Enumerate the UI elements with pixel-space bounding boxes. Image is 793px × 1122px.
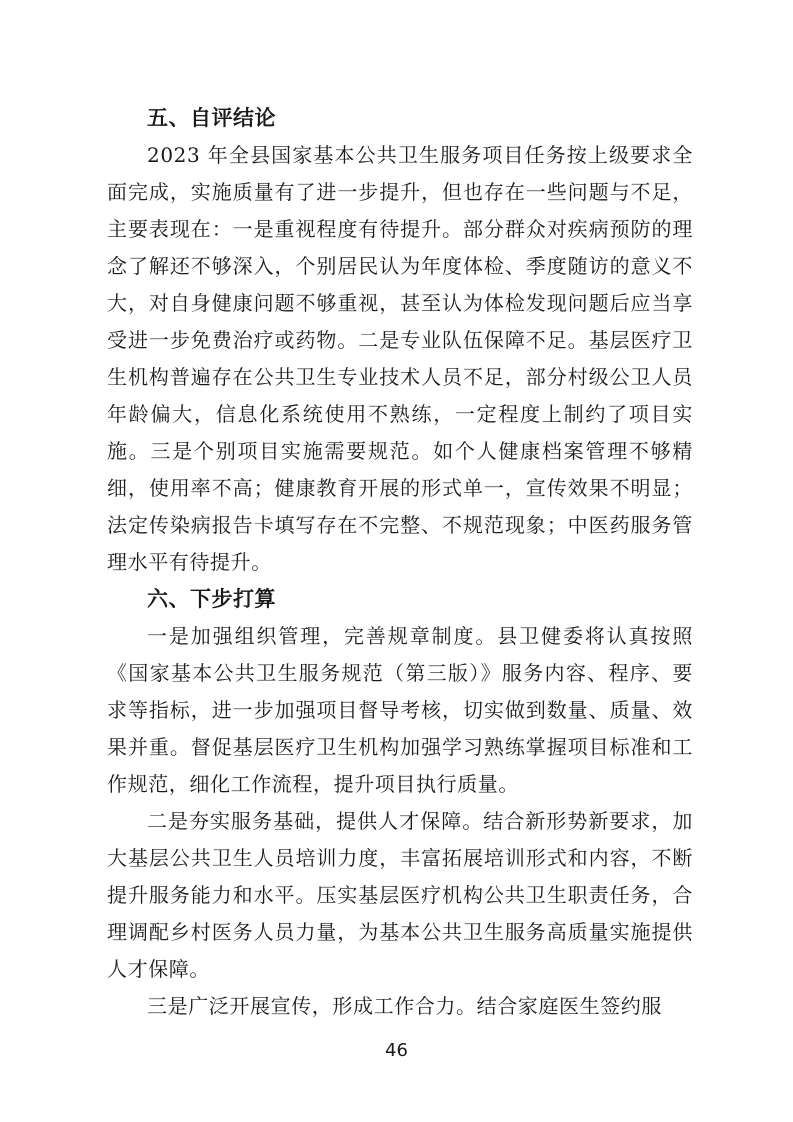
section-heading-conclusion: 五、自评结论 bbox=[147, 106, 276, 130]
page-number: 46 bbox=[385, 1040, 408, 1061]
paragraph-conclusion: 2023 年全县国家基本公共卫生服务项目任务按上级要求全面完成，实施质量有了进一步提升，但也存在一些问题与不足，主要表现在：一是重视程度有待提升。部分群众对疾病预防的理念了解还不够深入，个别居民认为年度体检、季度随访的意义不大，对自身健康问题不够重视，甚至认为体检发现问题后应当享受进一步免费治疗或药物。二是专业队伍保障不足。基层医疗卫生机构普遍存在公共卫生专业技术人员不足，部分村级公卫人员年龄偏大，信息化系统使用不熟练，一定程度上制约了项目实施。三是个别项目实施需要规范。如个人健康档案管理不够精细，使用率不高；健康教育开展的形式单一，宣传效果不明显；法定传染病报告卡填写存在不完整、不规范现象；中医药服务管理水平有待提升。 bbox=[107, 143, 693, 574]
paragraph-next-steps-2: 二是夯实服务基础，提供人才保障。结合新形势新要求，加大基层公共卫生人员培训力度，丰富拓展培训形式和内容，不断提升服务能力和水平。压实基层医疗机构公共卫生职责任务，合理调配乡村医务人员力量，为基本公共卫生服务高质量实施提供人才保障。 bbox=[107, 809, 693, 981]
section-heading-next-steps: 六、下步打算 bbox=[147, 587, 276, 611]
paragraph-next-steps-3: 三是广泛开展宣传，形成工作合力。结合家庭医生签约服 bbox=[147, 994, 662, 1018]
page-content bbox=[107, 100, 693, 1025]
paragraph-next-steps-1: 一是加强组织管理，完善规章制度。县卫健委将认真按照《国家基本公共卫生服务规范（第三版）》服务内容、程序、要求等指标，进一步加强项目督导考核，切实做到数量、质量、效果并重。督促基层医疗卫生机构加强学习熟练掌握项目标准和工作规范，细化工作流程，提升项目执行质量。 bbox=[107, 624, 693, 796]
